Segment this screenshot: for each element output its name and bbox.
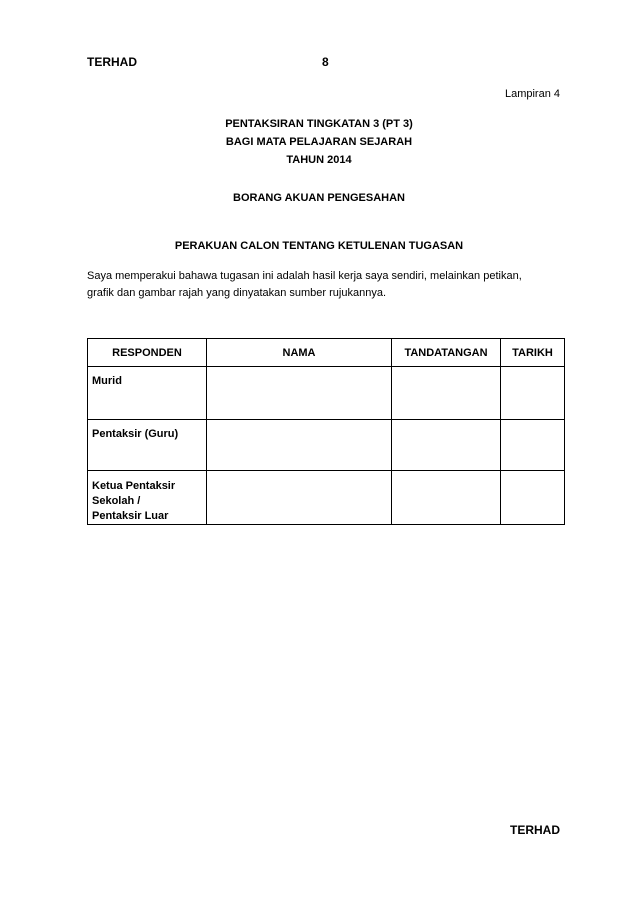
- date-cell[interactable]: [501, 471, 565, 525]
- declaration-text: [87, 268, 567, 302]
- name-cell[interactable]: [207, 420, 392, 471]
- respondent-label: Murid: [88, 367, 207, 420]
- attachment-label: Lampiran 4: [504, 88, 560, 100]
- footer-classification: TERHAD: [510, 823, 560, 837]
- header-tarikh: TARIKH: [501, 339, 565, 367]
- table-row: [88, 367, 565, 420]
- name-cell[interactable]: [207, 367, 392, 420]
- respondent-label-line: Pentaksir Luar: [92, 510, 169, 522]
- signature-cell[interactable]: [392, 420, 501, 471]
- table-row: [88, 420, 565, 471]
- respondent-label: [88, 471, 207, 525]
- signature-cell[interactable]: [392, 367, 501, 420]
- table-header-row: [88, 339, 565, 367]
- header-classification: TERHAD: [87, 55, 137, 69]
- respondent-label-line: Sekolah /: [92, 495, 141, 507]
- subject-title: BAGI MATA PELAJARAN SEJARAH: [225, 136, 413, 148]
- header-nama: NAMA: [207, 339, 392, 367]
- page-number: 8: [322, 55, 329, 69]
- date-cell[interactable]: [501, 420, 565, 471]
- name-cell[interactable]: [207, 471, 392, 525]
- declaration-title: PERAKUAN CALON TENTANG KETULENAN TUGASAN: [174, 240, 464, 252]
- signature-cell[interactable]: [392, 471, 501, 525]
- declaration-line: Saya memperakui bahawa tugasan ini adalah hasil kerja saya sendiri, melainkan petikan,: [87, 270, 522, 282]
- header-responden: RESPONDEN: [88, 339, 207, 367]
- assessment-title: PENTAKSIRAN TINGKATAN 3 (PT 3): [225, 118, 413, 130]
- verification-table: [87, 338, 565, 525]
- respondent-label-line: Ketua Pentaksir: [92, 480, 176, 492]
- table-row: [88, 471, 565, 525]
- header-tandatangan: TANDATANGAN: [392, 339, 501, 367]
- date-cell[interactable]: [501, 367, 565, 420]
- respondent-label: Pentaksir (Guru): [88, 420, 207, 471]
- form-title: BORANG AKUAN PENGESAHAN: [233, 192, 405, 204]
- year-title: TAHUN 2014: [286, 154, 352, 166]
- declaration-line: grafik dan gambar rajah yang dinyatakan sumber rujukannya.: [87, 287, 387, 299]
